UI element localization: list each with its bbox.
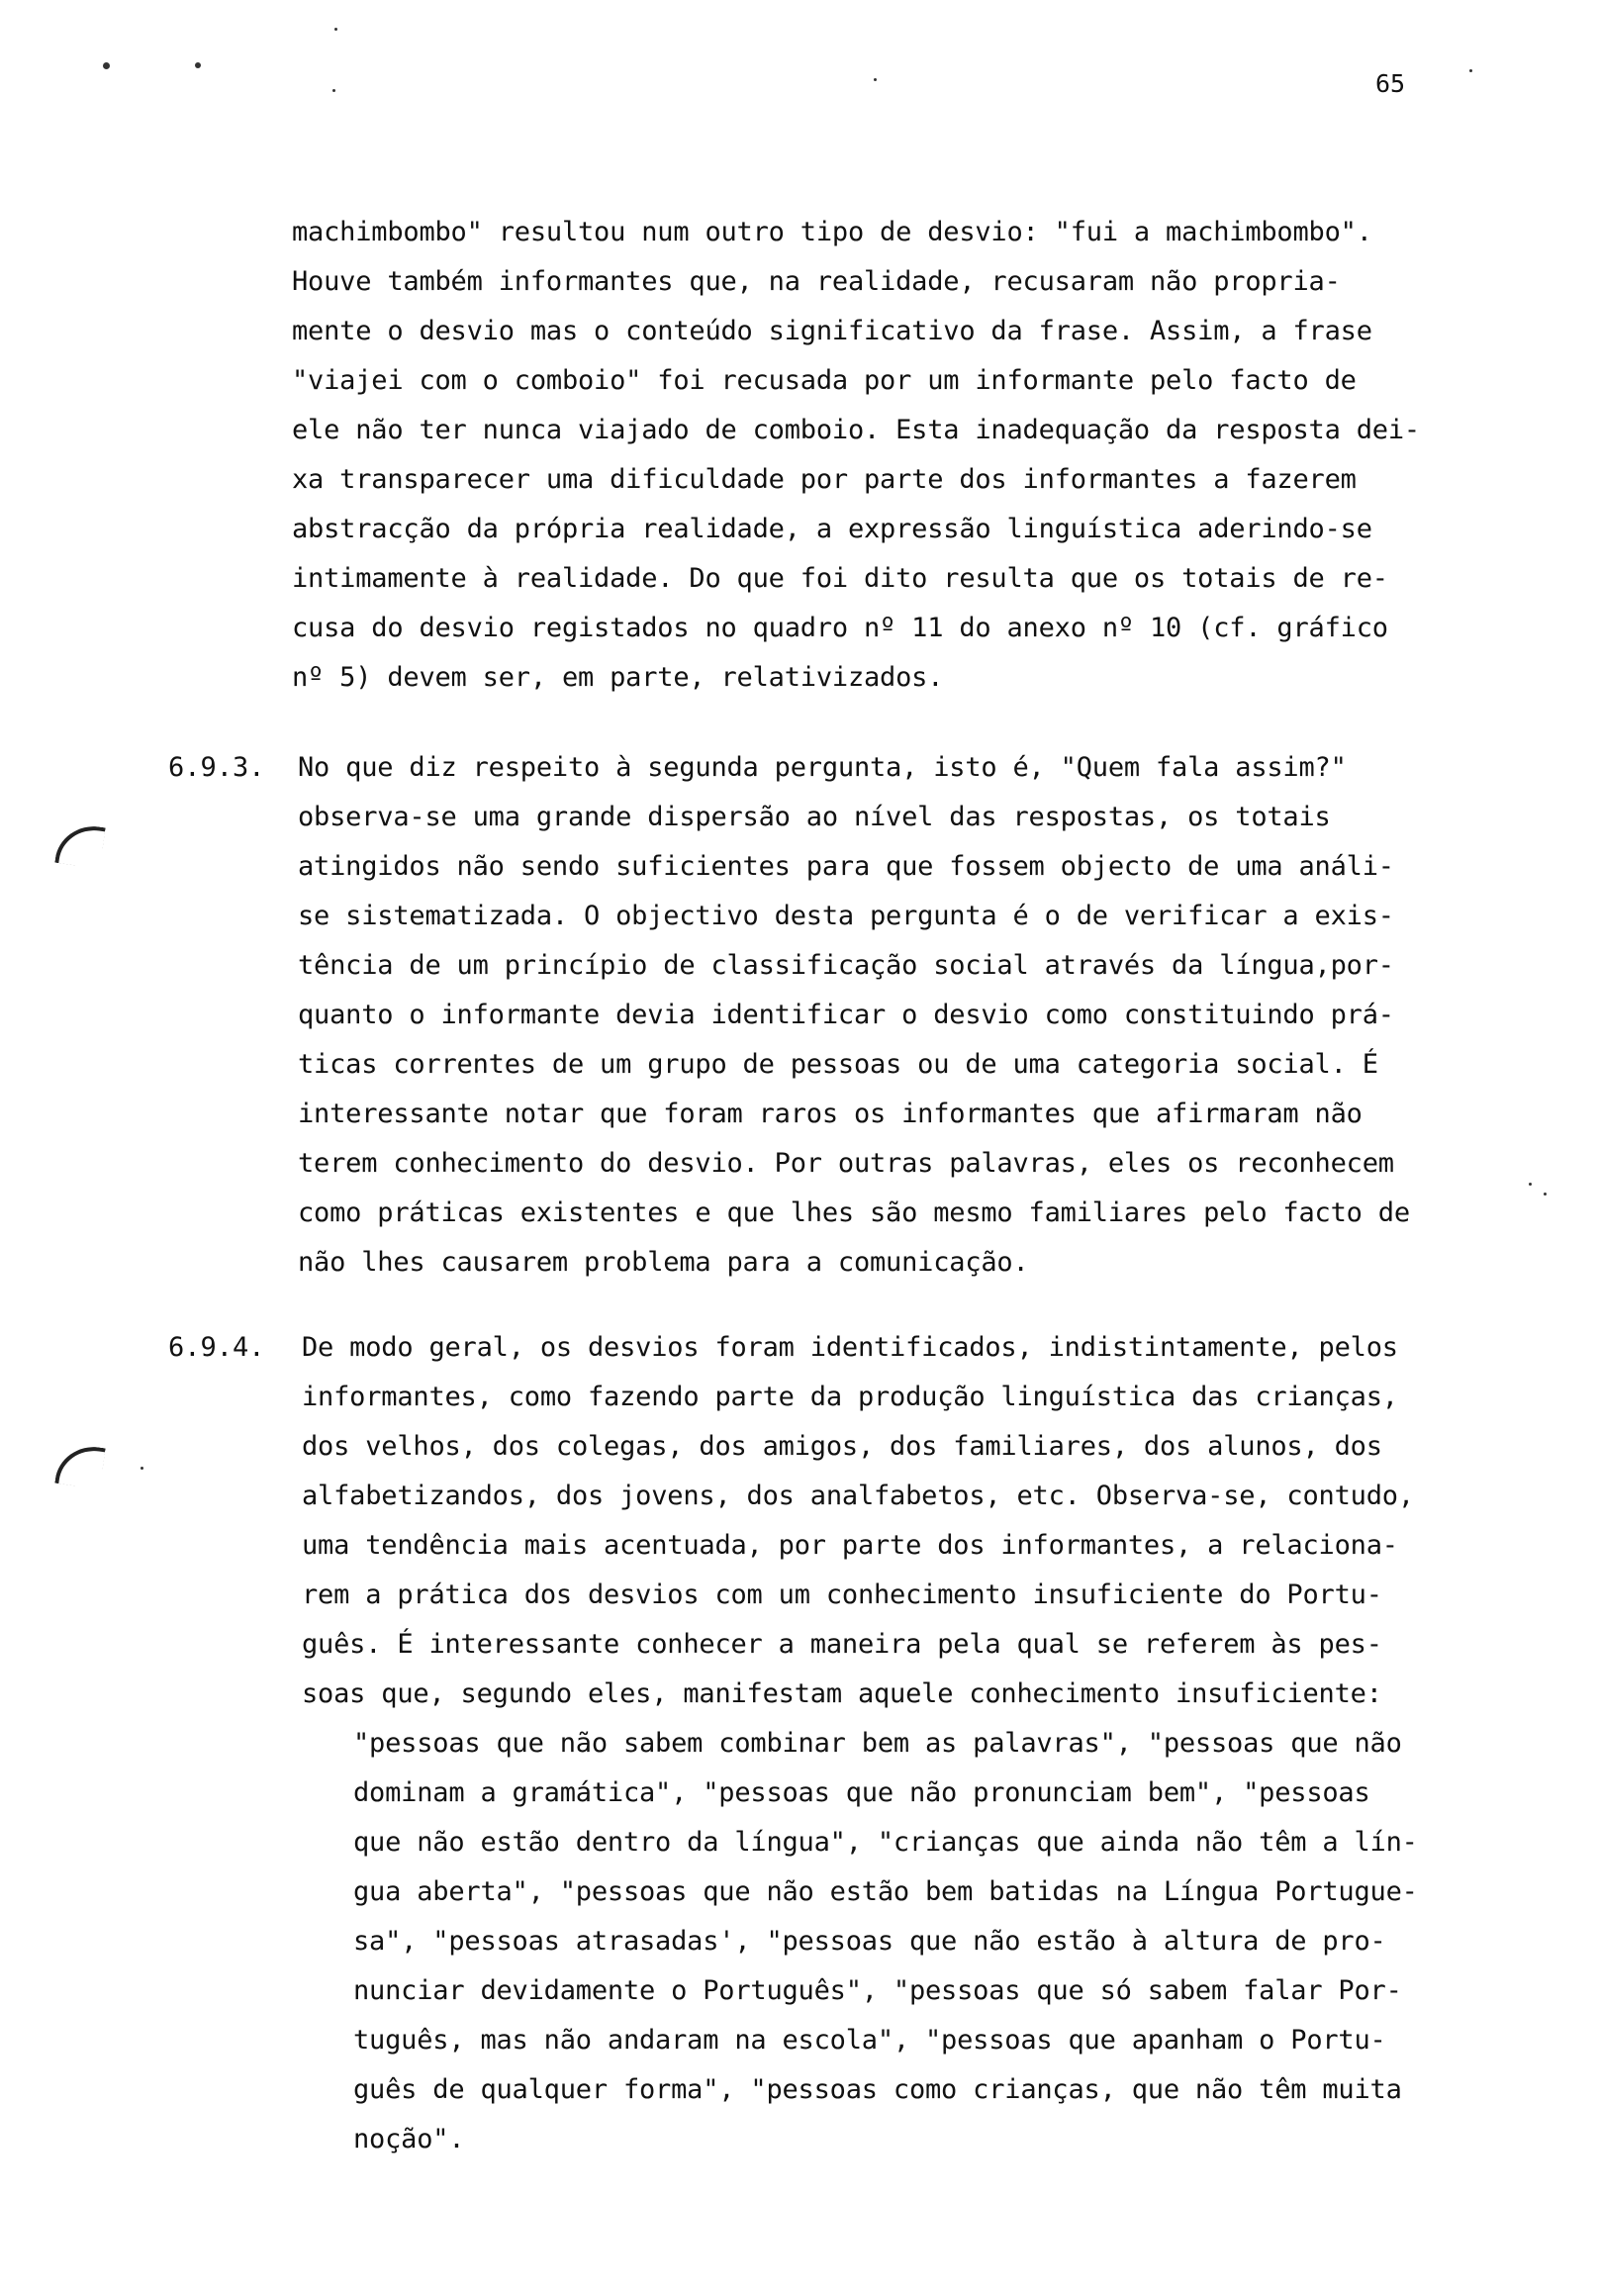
scan-dot xyxy=(1529,1183,1532,1186)
paragraph-line: mente o desvio mas o conteúdo significativo da frase. Assim, a frase xyxy=(292,316,1372,346)
section-6-9-3-line: se sistematizada. O objectivo desta pergunta é o de verificar a exis- xyxy=(298,901,1394,931)
section-6-9-4-line: uma tendência mais acentuada, por parte dos informantes, a relaciona- xyxy=(302,1530,1398,1561)
scan-dot xyxy=(195,62,201,68)
paragraph-line: "viajei com o comboio" foi recusada por um informante pelo facto de xyxy=(292,365,1357,396)
paragraph-line: cusa do desvio registados no quadro nº 11 do anexo nº 10 (cf. gráfico xyxy=(292,613,1388,643)
binder-mark xyxy=(54,821,105,869)
section-6-9-3-line: No que diz respeito à segunda pergunta, isto é, "Quem fala assim?" xyxy=(298,752,1347,783)
section-6-9-3-line: ticas correntes de um grupo de pessoas ou de uma categoria social. É xyxy=(298,1049,1378,1080)
section-6-9-4-line: rem a prática dos desvios com um conhecimento insuficiente do Portu- xyxy=(302,1579,1382,1610)
quotation-line: que não estão dentro da língua", "crianças que ainda não têm a lín- xyxy=(353,1827,1418,1858)
section-6-9-3-line: terem conhecimento do desvio. Por outras palavras, eles os reconhecem xyxy=(298,1148,1394,1179)
scan-dot xyxy=(1544,1193,1547,1196)
quotation-line: nunciar devidamente o Português", "pessoas que só sabem falar Por- xyxy=(353,1975,1402,2006)
quotation-line: gua aberta", "pessoas que não estão bem batidas na Língua Portugue- xyxy=(353,1876,1418,1907)
quotation-line: guês de qualquer forma", "pessoas como crianças, que não têm muita xyxy=(353,2074,1402,2105)
binder-mark xyxy=(54,1442,105,1489)
paragraph-line: machimbombo" resultou num outro tipo de desvio: "fui a machimbombo". xyxy=(292,217,1372,247)
scan-dot xyxy=(334,28,337,31)
section-6-9-3-line: como práticas existentes e que lhes são mesmo familiares pelo facto de xyxy=(298,1197,1410,1228)
section-number-6-9-3: 6.9.3. xyxy=(168,752,265,783)
paragraph-line: Houve também informantes que, na realidade, recusaram não propria- xyxy=(292,266,1341,297)
scan-dot xyxy=(103,62,110,69)
section-6-9-4-line: alfabetizandos, dos jovens, dos analfabetos, etc. Observa-se, contudo, xyxy=(302,1481,1414,1511)
section-6-9-3-line: atingidos não sendo suficientes para que fossem objecto de uma análi- xyxy=(298,851,1394,882)
section-6-9-4-line: soas que, segundo eles, manifestam aquele conhecimento insuficiente: xyxy=(302,1678,1382,1709)
scan-dot xyxy=(874,78,877,81)
scan-dot xyxy=(141,1467,143,1470)
section-6-9-4-line: dos velhos, dos colegas, dos amigos, dos familiares, dos alunos, dos xyxy=(302,1431,1382,1462)
page-number: 65 xyxy=(1375,69,1406,98)
quotation-line: sa", "pessoas atrasadas', "pessoas que não estão à altura de pro- xyxy=(353,1926,1386,1957)
section-6-9-3-line: observa-se uma grande dispersão ao nível das respostas, os totais xyxy=(298,802,1331,832)
quotation-line: noção". xyxy=(353,2124,465,2154)
quotation-line: tuguês, mas não andaram na escola", "pessoas que apanham o Portu- xyxy=(353,2025,1386,2056)
section-6-9-4-line: De modo geral, os desvios foram identificados, indistintamente, pelos xyxy=(302,1332,1398,1363)
paragraph-line: intimamente à realidade. Do que foi dito resulta que os totais de re- xyxy=(292,563,1388,594)
section-6-9-3-line: tência de um princípio de classificação social através da língua,por- xyxy=(298,950,1394,981)
paragraph-line: ele não ter nunca viajado de comboio. Esta inadequação da resposta dei- xyxy=(292,415,1420,445)
paragraph-line: nº 5) devem ser, em parte, relativizados. xyxy=(292,662,944,693)
paragraph-line: xa transparecer uma dificuldade por parte dos informantes a fazerem xyxy=(292,464,1357,495)
section-6-9-4-line: guês. É interessante conhecer a maneira pela qual se referem às pes- xyxy=(302,1629,1382,1660)
paragraph-line: abstracção da própria realidade, a expressão linguística aderindo-se xyxy=(292,514,1372,544)
section-6-9-3-line: interessante notar que foram raros os informantes que afirmaram não xyxy=(298,1099,1363,1129)
scan-dot xyxy=(1469,69,1472,72)
section-number-6-9-4: 6.9.4. xyxy=(168,1332,265,1363)
section-6-9-3-line: não lhes causarem problema para a comunicação. xyxy=(298,1247,1029,1278)
quotation-line: dominam a gramática", "pessoas que não pronunciam bem", "pessoas xyxy=(353,1777,1370,1808)
scan-dot xyxy=(332,89,335,92)
quotation-line: "pessoas que não sabem combinar bem as palavras", "pessoas que não xyxy=(353,1728,1402,1759)
section-6-9-3-line: quanto o informante devia identificar o desvio como constituindo prá- xyxy=(298,1000,1394,1030)
section-6-9-4-line: informantes, como fazendo parte da produção linguística das crianças, xyxy=(302,1382,1398,1412)
